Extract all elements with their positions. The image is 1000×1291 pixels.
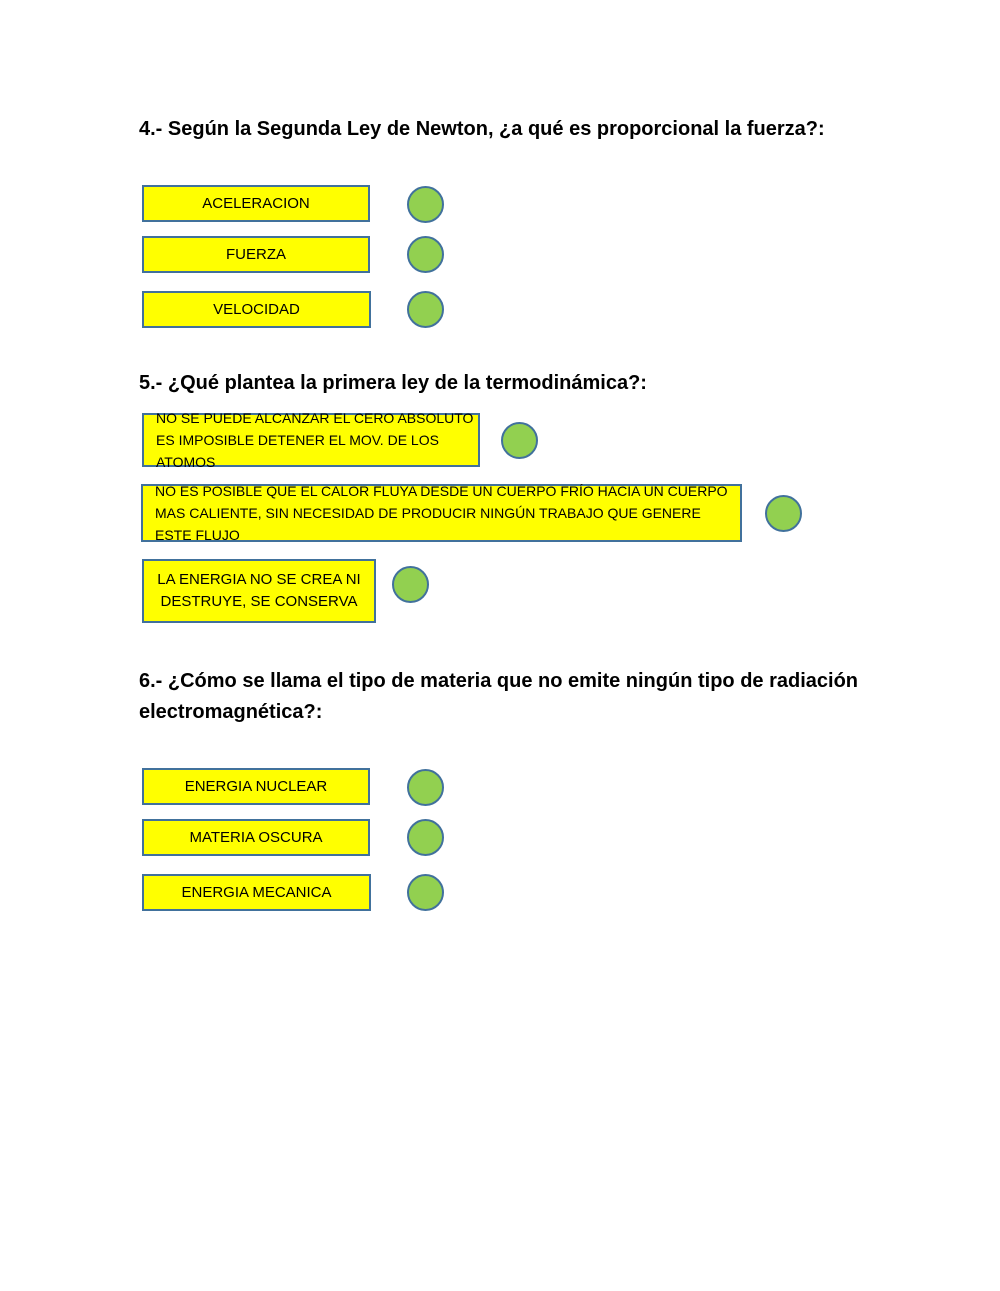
q4-option-velocidad[interactable]: VELOCIDAD xyxy=(142,291,371,328)
question-6-title: 6.- ¿Cómo se llama el tipo de materia que no emite ningún tipo de radiación electromagnética?: xyxy=(139,670,859,723)
question-4-title: 4.- Según la Segunda Ley de Newton, ¿a qué es proporcional la fuerza?: xyxy=(139,118,825,140)
q4-option-aceleracion[interactable]: ACELERACION xyxy=(142,185,370,222)
q5-answer-dot-1[interactable] xyxy=(501,422,538,459)
q6-option-materia-oscura[interactable]: MATERIA OSCURA xyxy=(142,819,370,856)
q4-answer-dot-3[interactable] xyxy=(407,291,444,328)
question-5-title: 5.- ¿Qué plantea la primera ley de la termodinámica?: xyxy=(139,372,647,394)
q4-option-fuerza[interactable]: FUERZA xyxy=(142,236,370,273)
q6-option-energia-mecanica[interactable]: ENERGIA MECANICA xyxy=(142,874,371,911)
q6-answer-dot-3[interactable] xyxy=(407,874,444,911)
q6-option-energia-nuclear[interactable]: ENERGIA NUCLEAR xyxy=(142,768,370,805)
q6-answer-dot-1[interactable] xyxy=(407,769,444,806)
q6-answer-dot-2[interactable] xyxy=(407,819,444,856)
q5-option-cero-absoluto[interactable]: NO SE PUEDE ALCANZAR EL CERO ABSOLUTO ES IMPOSIBLE DETENER EL MOV. DE LOS ATOMOS xyxy=(142,413,480,467)
q4-answer-dot-2[interactable] xyxy=(407,236,444,273)
q5-answer-dot-3[interactable] xyxy=(392,566,429,603)
q4-answer-dot-1[interactable] xyxy=(407,186,444,223)
q5-option-energia-conserva[interactable]: LA ENERGIA NO SE CREA NI DESTRUYE, SE CONSERVA xyxy=(142,559,376,623)
q5-answer-dot-2[interactable] xyxy=(765,495,802,532)
q5-option-calor-fluya[interactable]: NO ES POSIBLE QUE EL CALOR FLUYA DESDE UN CUERPO FRÍO HACIA UN CUERPO MAS CALIENTE, SIN NECESIDAD DE PRODUCIR NINGÚN TRABAJO QUE GENERE ESTE FLUJO xyxy=(141,484,742,542)
